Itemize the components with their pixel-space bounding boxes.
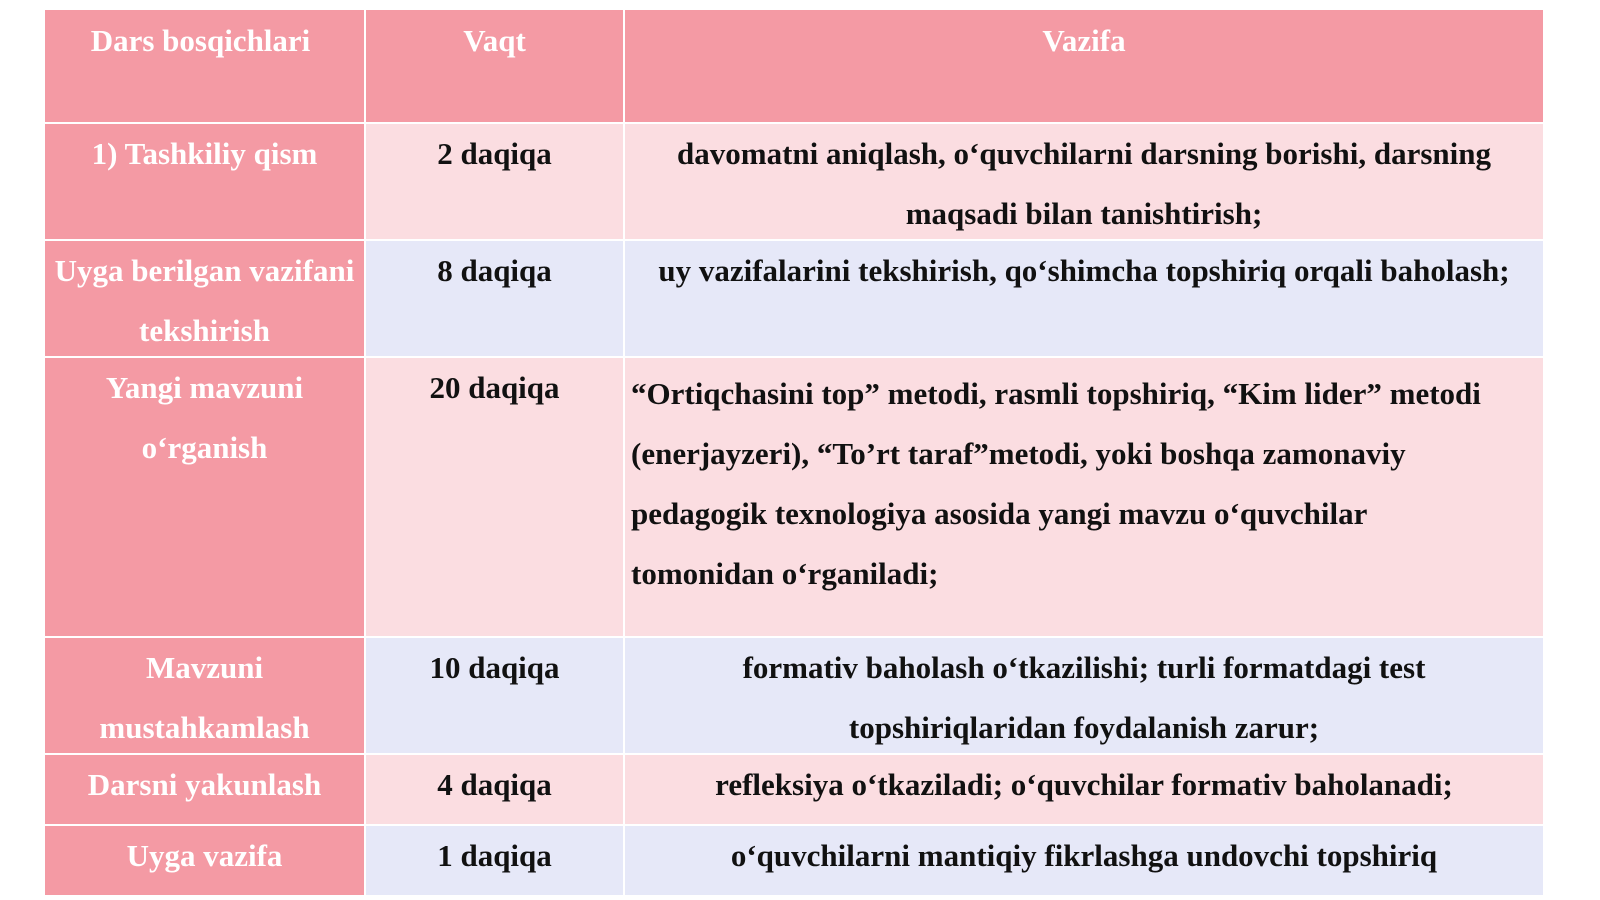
- task-cell-homework-check: uy vazifalarini tekshirish, qo‘shimcha topshiriq orqali baholash;: [625, 241, 1543, 356]
- stage-cell-homework: Uyga vazifa: [45, 826, 366, 895]
- task-cell-homework: o‘quvchilarni mantiqiy fikrlashga undovchi topshiriq: [625, 826, 1543, 895]
- time-cell-organizational: 2 daqiqa: [366, 124, 625, 239]
- task-cell-organizational: davomatni aniqlash, o‘quvchilarni darsning borishi, darsning maqsadi bilan tanishtirish;: [625, 124, 1543, 239]
- time-cell-homework: 1 daqiqa: [366, 826, 625, 895]
- task-cell-reinforcement: formativ baholash o‘tkazilishi; turli formatdagi test topshiriqlaridan foydalanish zarur;: [625, 638, 1543, 753]
- lesson-plan-table: [45, 10, 1543, 895]
- stage-cell-homework-check: Uyga berilgan vazifani tekshirish: [45, 241, 366, 356]
- stage-cell-reinforcement: Mavzuni mustahkamlash: [45, 638, 366, 753]
- stage-cell-organizational: 1) Tashkiliy qism: [45, 124, 366, 239]
- time-cell-reinforcement: 10 daqiqa: [366, 638, 625, 753]
- stage-cell-new-topic: Yangi mavzuni o‘rganish: [45, 358, 366, 636]
- time-cell-homework-check: 8 daqiqa: [366, 241, 625, 356]
- task-cell-conclusion: refleksiya o‘tkaziladi; o‘quvchilar formativ baholanadi;: [625, 755, 1543, 824]
- task-cell-new-topic: “Ortiqchasini top” metodi, rasmli topshiriq, “Kim lider” metodi (enerjayzeri), “To’rt taraf”metodi, yoki boshqa zamonaviy pedagogik texnologiya asosida yangi mavzu o‘quvchilar tomonidan o‘rganiladi;: [625, 358, 1543, 636]
- header-task: Vazifa: [625, 10, 1543, 122]
- header-stage: Dars bosqichlari: [45, 10, 366, 122]
- header-time: Vaqt: [366, 10, 625, 122]
- stage-cell-conclusion: Darsni yakunlash: [45, 755, 366, 824]
- time-cell-new-topic: 20 daqiqa: [366, 358, 625, 636]
- time-cell-conclusion: 4 daqiqa: [366, 755, 625, 824]
